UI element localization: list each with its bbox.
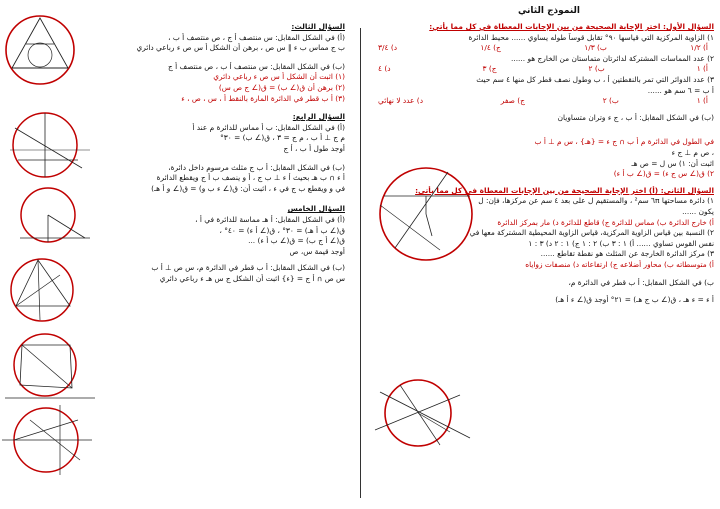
q3-item-4: (١) اثبت أن الشكل أ س ص ء رباعي دائري bbox=[213, 72, 345, 82]
q2-item-5: نفس القوس تساوي ...... أ) ١ : ٣ ب) ٢ : ١ ج) ١ : ٢ د) ٣ : ١ bbox=[528, 238, 714, 248]
choice: أ) ١ bbox=[696, 64, 708, 74]
choice: د) عدد لا نهائي bbox=[378, 96, 423, 106]
q4-item-3: أوجد طول أ ب ، أ ج bbox=[283, 143, 345, 153]
choice: ج) ١/٤ bbox=[480, 43, 501, 53]
q1-item-2: ٢) عدد المماسات المشتركة لدائرتان متماستان من الخارج هو ...... bbox=[511, 53, 714, 63]
q2-item-4: ٢) النسبة بين قياس الزاوية المركزية، قياس الزاوية المحيطية المشتركة معها في bbox=[469, 228, 714, 238]
q5-item-2: ق(∠ ب أ هـ) = ٣٠° ، ق(∠ أ ء) = ٤٠° ، bbox=[219, 225, 345, 235]
q1-item-1: ١) الزاوية المركزية التي قياسها ٩٠° تقابل قوساً طوله يساوي ...... محيط الدائرة bbox=[468, 32, 714, 42]
q5-item-1: (أ) في الشكل المقابل: أ هـ مماسة للدائرة في أ ، bbox=[195, 214, 345, 224]
figure-q5a bbox=[5, 334, 95, 398]
q2-title: السؤال الثاني: (أ) اختر الإجابة الصحيحة من بين الإجابات المعطاة في كل مما يأتي: bbox=[415, 185, 714, 195]
fig-b-title: (ب) في الشكل المقابل: أ ب ، ج ء وتران متساويان bbox=[557, 112, 714, 122]
q3-title: السؤال الثالث: bbox=[291, 22, 345, 31]
figure-q4a bbox=[20, 188, 90, 242]
q5-item-4: أوجد قيمة س، ص bbox=[289, 246, 345, 256]
fig-b-line-3: اثبت أن: ١) س ل = ص هـ bbox=[631, 158, 714, 168]
q2-item-3: أ) خارج الدائرة ب) مماس للدائرة ج) قاطع للدائرة د) مار بمركز الدائرة bbox=[497, 217, 714, 227]
q5-title: السؤال الخامس bbox=[287, 204, 345, 214]
choice: ب) ٢ bbox=[588, 64, 605, 74]
fig-b-line-4: ٢) ق(∠ س ج ء) = ق(∠ ب أ ء) bbox=[613, 169, 714, 179]
choice: د) ٣/٤ bbox=[378, 43, 397, 53]
q4-item-4: (ب) في الشكل المقابل: أ ب ج مثلث مرسوم داخل دائرة، bbox=[168, 162, 345, 172]
q2-item-6: ٣) مركز الدائرة الخارجة عن المثلث هو نقطة تقاطع ...... bbox=[540, 249, 714, 259]
q4-item-2: م ج ⊥ أ ب ، م ج = ٣ ، ق(∠ ب) = ٣٠° bbox=[220, 133, 345, 143]
choice: د) ٤ bbox=[378, 64, 391, 74]
q5-item-6: س ص ∩ أ ج = {ء} اثبت أن الشكل ج س هـ ء رباعي دائري bbox=[159, 273, 345, 283]
q5-item-5: (ب) في الشكل المقابل: أ ب قطر في الدائرة م، س ص ⊥ أ ب bbox=[151, 263, 345, 273]
choice: ج) ٣ bbox=[482, 64, 497, 74]
q2-b-title: ب) في الشكل المقابل: أ ب قطر في الدائرة م، bbox=[568, 278, 714, 288]
q3-item-5: (٢) برهن أن ق(∠ ب) = ق(∠ ج ص س) bbox=[218, 82, 345, 92]
q3-item-1: (أ) في الشكل المقابل: س منتصف أ ج ، ص منتصف أ ب ، bbox=[168, 32, 345, 42]
q1-item-3: ٣) عدد الدوائر التي تمر بالنقطتين أ ، ب وطول نصف قطر كل منها ٤ سم حيث bbox=[476, 74, 714, 84]
figure-q1b bbox=[380, 168, 472, 260]
q2-item-2: يكون ...... bbox=[682, 206, 714, 216]
q4-item-5: أ ء ∩ ب هـ بحيث أ ء ⊥ ب ج ، أ و ينصف ب أ ج ويقطع الدائرة bbox=[156, 173, 345, 183]
q2-item-7: أ) متوسطاته ب) محاور أضلاعه ج) ارتفاعاته د) منصفات زواياه bbox=[525, 259, 714, 269]
choice: أ) ١ bbox=[696, 96, 708, 106]
choice: أ) ١/٢ bbox=[690, 43, 708, 53]
figure-q3b bbox=[10, 113, 90, 177]
q2-b-line: أ ء = ء هـ ، ق(∠ ب ج هـ) = ٢١° أوجد ق(∠ ء أ هـ) bbox=[555, 295, 714, 305]
choice: ج) صفر bbox=[500, 96, 525, 106]
model-title: النموذج الثاني bbox=[517, 6, 580, 16]
q2-item-1: ١) دائرة مساحتها ٦π سم² ، والمستقيم ل على بعد ٤ سم عن مركزها، فإن: ل bbox=[478, 196, 714, 206]
q4-item-1: (أ) في الشكل المقابل: ب أ مماس للدائرة م عند أ bbox=[192, 122, 345, 132]
figure-q3a bbox=[6, 16, 74, 84]
q4-title: السؤال الرابع: bbox=[292, 112, 345, 122]
fig-b-line-2: ، ص م ⊥ ج ء bbox=[671, 147, 714, 157]
figure-q5b bbox=[2, 405, 92, 475]
choice: ب) ١/٣ bbox=[584, 43, 607, 53]
q1-title: السؤال الأول: اختر الإجابة الصحيحة من بين الإجابات المعطاة في كل مما يأتي: bbox=[429, 22, 714, 31]
q3-item-3: (ب) في الشكل المقابل: س منتصف أ ب ، ص منتصف أ ج bbox=[167, 61, 345, 71]
fig-b-line-1: في الطول في الدائرة م أ ب ∩ ج ء = {هـ} ، س م ⊥ أ ب bbox=[534, 137, 714, 147]
figure-q4b bbox=[11, 259, 73, 321]
q3-item-2: ب ج مماس ب ء ∥ س ص ، برهن أن الشكل أ س ص ء رباعي دائري bbox=[136, 43, 345, 53]
q3-item-6: (٣) أ ب قطر في الدائرة المارة بالنقط أ ، س ، ص ، ء bbox=[181, 93, 345, 103]
q4-item-6: في و ويقطع ب ج في ء ، اثبت أن: ق(∠ ء ب و) = ق(∠ و أ هـ) bbox=[151, 183, 345, 193]
figure-q2b bbox=[375, 380, 470, 446]
q5-item-3: ق(∠ أ ج ب) = ق(∠ ب أ ء) ... bbox=[248, 236, 345, 246]
q1-item-4: أ ب = ٦ سم هو ...... bbox=[647, 85, 714, 95]
choice: ب) ٢ bbox=[602, 96, 619, 106]
